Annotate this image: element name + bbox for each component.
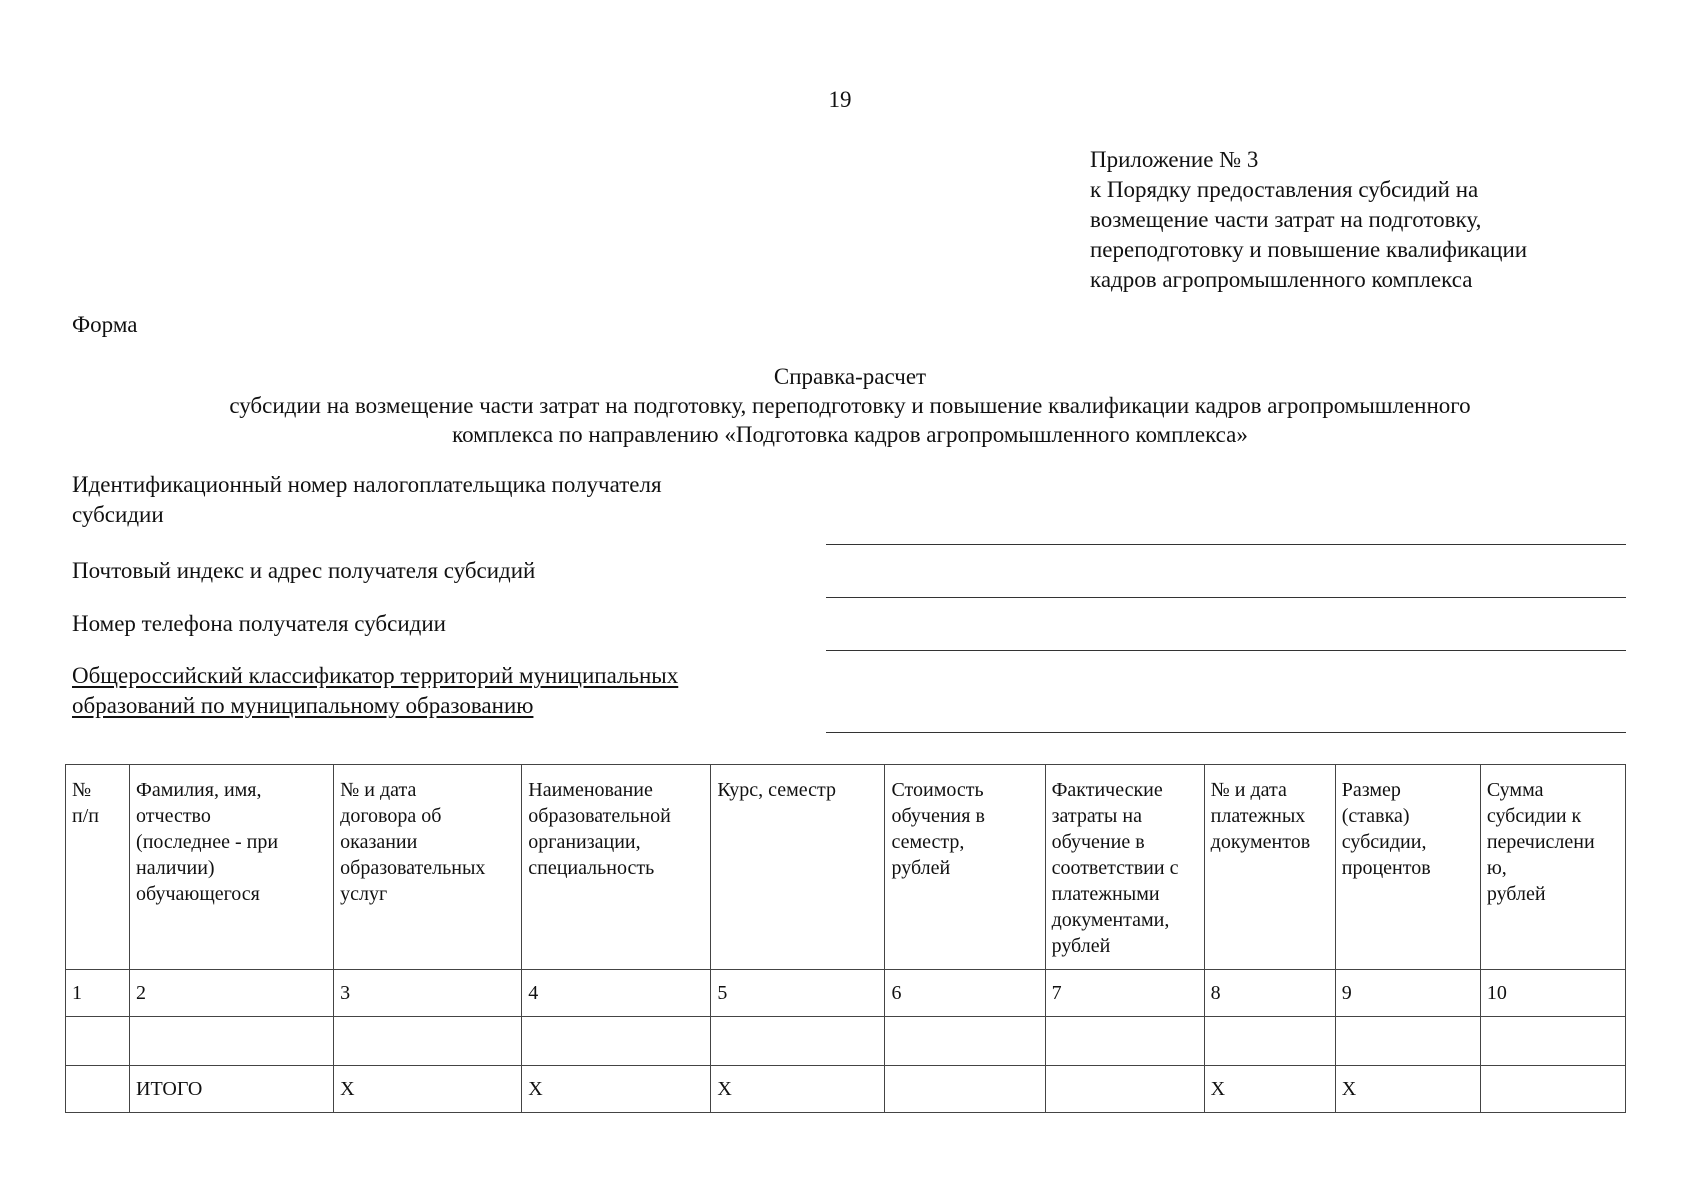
- document-title: [90, 362, 1610, 449]
- table-cell[interactable]: [1045, 1066, 1204, 1113]
- page-number: 19: [828, 87, 852, 112]
- table-cell: Х: [1335, 1066, 1480, 1113]
- total-row: [66, 1066, 1626, 1113]
- table-cell[interactable]: [1204, 1017, 1335, 1066]
- table-header-cell: № п/п: [66, 765, 130, 970]
- table-header-cell: Наименование образовательной организации, специальность: [522, 765, 711, 970]
- phone-fill-line[interactable]: [826, 650, 1626, 651]
- table-cell: 7: [1045, 970, 1204, 1017]
- table-row: [66, 1017, 1626, 1066]
- table-header-cell: Фамилия, имя, отчество (последнее - при наличии) обучающегося: [130, 765, 334, 970]
- oktmo-fill-line[interactable]: [826, 732, 1626, 733]
- subsidy-table: [65, 764, 1626, 1113]
- table-cell[interactable]: [1045, 1017, 1204, 1066]
- oktmo-label: Общероссийский классификатор территорий муниципальных образований по муниципальному образованию: [72, 663, 679, 718]
- table-header-cell: Сумма субсидии к перечислени ю, рублей: [1480, 765, 1625, 970]
- form-label: Форма: [72, 312, 138, 337]
- address-label: Почтовый индекс и адрес получателя субсидий: [72, 558, 536, 583]
- table-cell[interactable]: [66, 1017, 130, 1066]
- table-cell: Х: [522, 1066, 711, 1113]
- table-cell: 4: [522, 970, 711, 1017]
- table-cell: Х: [1204, 1066, 1335, 1113]
- table-header-cell: № и дата платежных документов: [1204, 765, 1335, 970]
- table-cell: 8: [1204, 970, 1335, 1017]
- appendix-note: Приложение № 3 к Порядку предоставления субсидий на возмещение части затрат на подготовку, переподготовку и повышение квалификации кадров агропромышленного комплекса: [1090, 147, 1528, 292]
- phone-label: Номер телефона получателя субсидии: [72, 611, 446, 636]
- title-line-1: Справка-расчет: [773, 364, 927, 389]
- title-line-2: субсидии на возмещение части затрат на подготовку, переподготовку и повышение квалификации кадров агропромышленного: [229, 393, 1471, 418]
- table-cell: 9: [1335, 970, 1480, 1017]
- table-header-cell: Фактические затраты на обучение в соответствии с платежными документами, рублей: [1045, 765, 1204, 970]
- table-header-cell: № и дата договора об оказании образовательных услуг: [334, 765, 522, 970]
- table-header-cell: Стоимость обучения в семестр, рублей: [885, 765, 1045, 970]
- table-cell[interactable]: [711, 1017, 885, 1066]
- title-line-3: комплекса по направлению «Подготовка кадров агропромышленного комплекса»: [452, 422, 1248, 447]
- table-cell: 3: [334, 970, 522, 1017]
- table-cell[interactable]: [885, 1066, 1045, 1113]
- table-cell[interactable]: [1480, 1017, 1625, 1066]
- address-fill-line[interactable]: [826, 597, 1626, 598]
- column-number-row: [66, 970, 1626, 1017]
- inn-label: Идентификационный номер налогоплательщика получателя субсидии: [72, 472, 662, 527]
- table-cell: Х: [334, 1066, 522, 1113]
- table-header-cell: Курс, семестр: [711, 765, 885, 970]
- total-label: ИТОГО: [130, 1066, 334, 1113]
- table-cell: [66, 1066, 130, 1113]
- table-cell: Х: [711, 1066, 885, 1113]
- table-header-cell: Размер (ставка) субсидии, процентов: [1335, 765, 1480, 970]
- table-cell[interactable]: [1335, 1017, 1480, 1066]
- table-cell: 10: [1480, 970, 1625, 1017]
- table-cell: 5: [711, 970, 885, 1017]
- inn-fill-line[interactable]: [826, 544, 1626, 545]
- table-header-row: [66, 765, 1626, 970]
- table-cell: 2: [130, 970, 334, 1017]
- table-cell[interactable]: [522, 1017, 711, 1066]
- table-cell[interactable]: [334, 1017, 522, 1066]
- table-cell: 1: [66, 970, 130, 1017]
- table-cell[interactable]: [130, 1017, 334, 1066]
- table-cell[interactable]: [1480, 1066, 1625, 1113]
- table-cell[interactable]: [885, 1017, 1045, 1066]
- table-cell: 6: [885, 970, 1045, 1017]
